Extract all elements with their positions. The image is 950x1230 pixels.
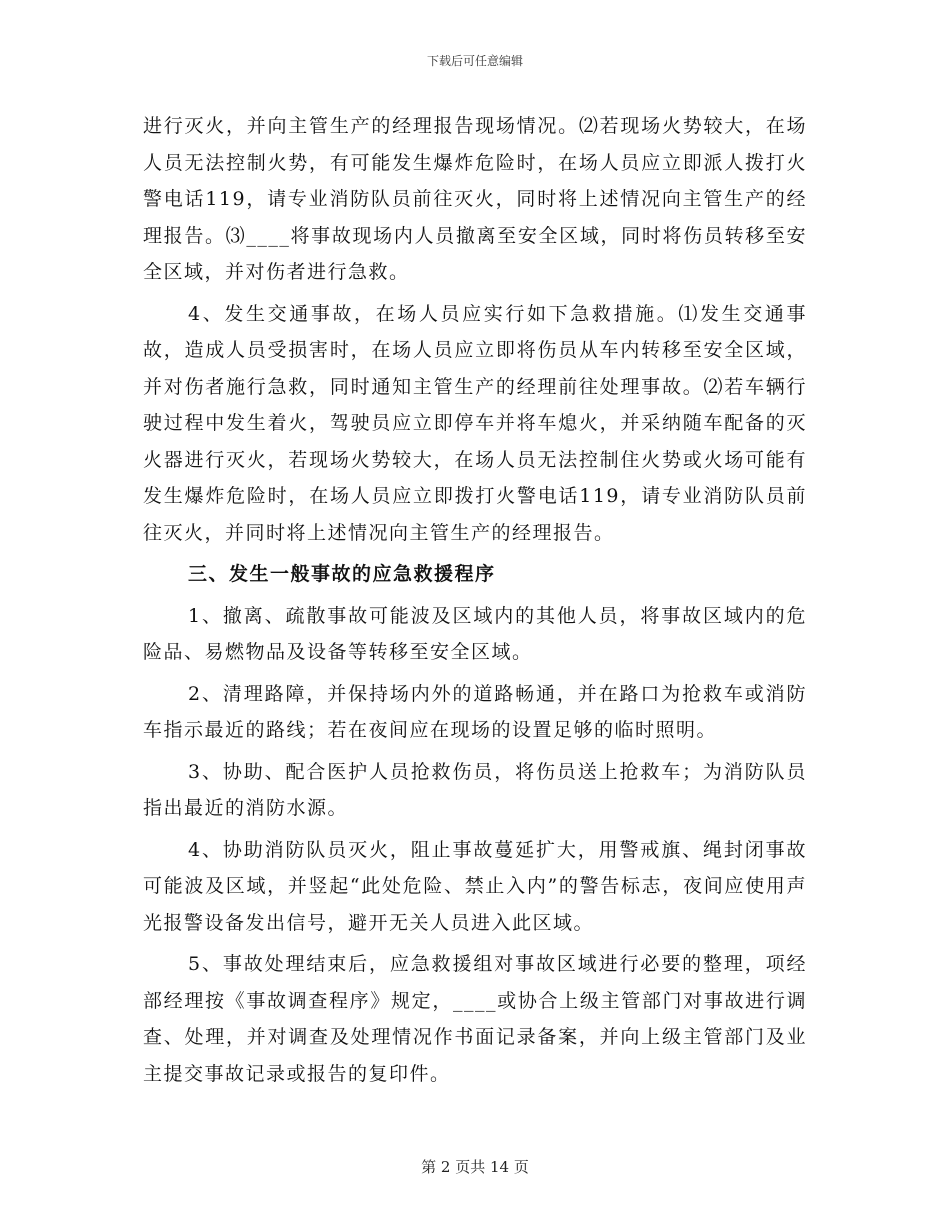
paragraph-continuation: 进行灭火，并向主管生产的经理报告现场情况。⑵若现场火势较大，在场人员无法控制火势，有可能发生爆炸危险时，在场人员应立即派人拨打火警电话119，请专业消防队员前往灭火，同时将上述情况向主管生产的经理报告。⑶____将事故现场内人员撤离至安全区域，同时将伤员转移至安全区域，并对伤者进行急救。 bbox=[143, 115, 807, 283]
paragraph-step-4: 4、协助消防队员灭火，阻止事故蔓延扩大，用警戒旗、绳封闭事故可能波及区域，并竖起“此处危险、禁止入内”的警告标志，夜间应使用声光报警设备发出信号，避开无关人员进入此区域。 bbox=[143, 838, 807, 934]
paragraph-step-1: 1、撤离、疏散事故可能波及区域内的其他人员，将事故区域内的危险品、易燃物品及设备等转移至安全区域。 bbox=[143, 604, 807, 663]
page-header: 下载后可任意编辑 bbox=[426, 54, 523, 68]
paragraph-step-5: 5、事故处理结束后，应急救援组对事故区域进行必要的整理，项经部经理按《事故调查程序》规定，____或协合上级主管部门对事故进行调查、处理，并对调查及处理情况作书面记录备案，并向上级主管部门及业主提交事故记录或报告的复印件。 bbox=[143, 953, 807, 1085]
paragraph-step-2: 2、清理路障，并保持场内外的道路畅通，并在路口为抢救车或消防车指示最近的路线；若在夜间应在现场的设置足够的临时照明。 bbox=[143, 682, 807, 741]
paragraph-traffic-accident: 4、发生交通事故，在场人员应实行如下急救措施。⑴发生交通事故，造成人员受损害时，在场人员应立即将伤员从车内转移至安全区域，并对伤者施行急救，同时通知主管生产的经理前往处理事故。⑵若车辆行驶过程中发生着火，驾驶员应立即停车并将车熄火，并采纳随车配备的灭火器进行灭火，若现场火势较大，在场人员无法控制住火势或火场可能有发生爆炸危险时，在场人员应立即拨打火警电话119，请专业消防队员前往灭火，并同时将上述情况向主管生产的经理报告。 bbox=[143, 302, 807, 544]
page-footer: 第 2 页共 14 页 bbox=[421, 1158, 529, 1176]
paragraph-step-3: 3、协助、配合医护人员抢救伤员，将伤员送上抢救车；为消防队员指出最近的消防水源。 bbox=[143, 760, 807, 819]
document-body bbox=[143, 108, 807, 1092]
section-heading: 三、发生一般事故的应急救援程序 bbox=[188, 563, 496, 585]
